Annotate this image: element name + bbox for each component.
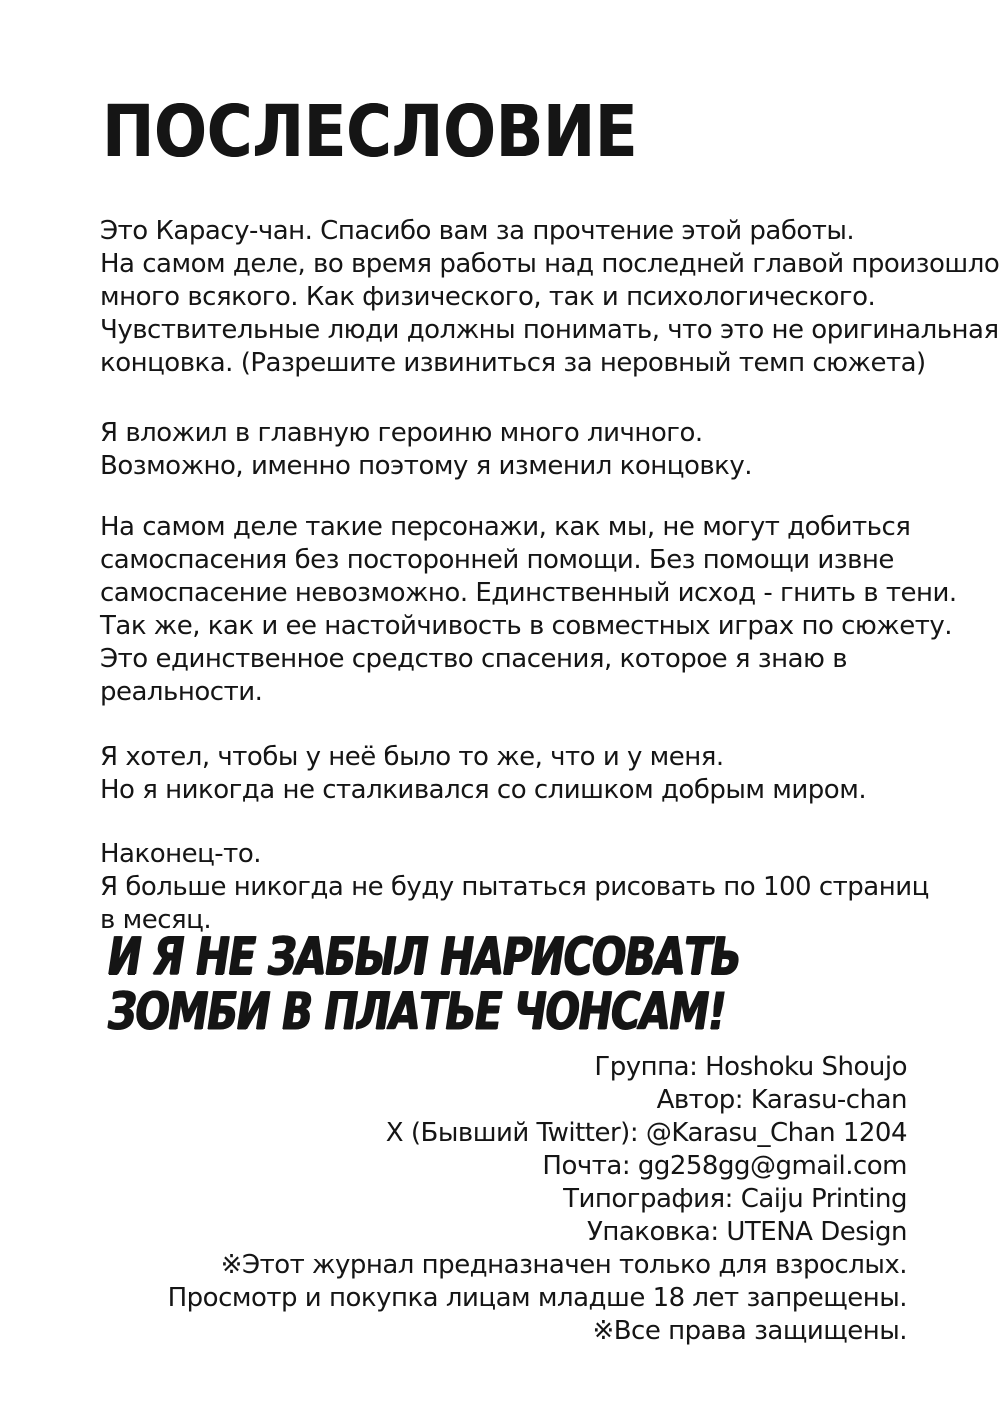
text-line: самоспасение невозможно. Единственный исход - гнить в тени. [100,578,957,608]
text-line: X (Бывший Twitter): @Karasu_Chan 1204 [385,1118,907,1148]
text-line: На самом деле такие персонажи, как мы, не могут добиться [100,512,911,542]
paragraph-intro [100,215,1000,380]
paragraph-self-rescue [100,511,980,709]
text-line: На самом деле, во время работы над последней главой произошло [100,249,1000,279]
page-title: ПОСЛЕСЛОВИЕ [102,89,638,174]
text-line: Возможно, именно поэтому я изменил концовку. [100,451,753,481]
text-line: Чувствительные люди должны понимать, что это не оригинальная [100,315,999,345]
age-notice-block [168,1249,907,1348]
paragraph-wish [100,741,980,807]
colophon [168,1051,907,1348]
text-line: Так же, как и ее настойчивость в совместных играх по сюжету. [100,611,953,641]
text-line: концовка. (Разрешите извиниться за неровный темп сюжета) [100,348,926,378]
text-line: реальности. [100,677,263,707]
text-line: Просмотр и покупка лицам младше 18 лет запрещены. [167,1283,907,1313]
text-line: ※Все права защищены. [592,1316,907,1346]
text-line: Это Карасу-чан. Спасибо вам за прочтение этой работы. [100,216,855,246]
text-line: Группа: Hoshoku Shoujo [594,1052,907,1082]
text-line: самоспасения без посторонней помощи. Без помощи извне [100,545,894,575]
text-line: ЗОМБИ В ПЛАТЬЕ ЧОНСАМ! [108,982,726,1042]
text-line: Типография: Caiju Printing [563,1184,907,1214]
text-line: Но я никогда не сталкивался со слишком добрым миром. [100,775,867,805]
text-line: ※Этот журнал предназначен только для взрослых. [220,1250,907,1280]
paragraph-heroine [100,417,980,483]
text-line: Это единственное средство спасения, которое я знаю в [100,644,848,674]
text-line: Я вложил в главную героиню много личного. [100,418,703,448]
credits-block [168,1051,907,1249]
text-line: Автор: Karasu-chan [656,1085,907,1115]
paragraph-finally [100,838,980,937]
text-line: Упаковка: UTENA Design [587,1217,907,1247]
text-line: Почта: gg258gg@gmail.com [542,1151,907,1181]
text-line: И Я НЕ ЗАБЫЛ НАРИСОВАТЬ [108,927,741,988]
text-line: в месяц. [100,905,212,935]
text-line: Наконец-то. [100,839,261,869]
text-line: Я больше никогда не буду пытаться рисовать по 100 страниц [100,872,929,902]
text-line: много всякого. Как физического, так и психологического. [100,282,876,312]
shout-text [108,927,741,1042]
text-line: Я хотел, чтобы у неё было то же, что и у меня. [100,742,724,772]
